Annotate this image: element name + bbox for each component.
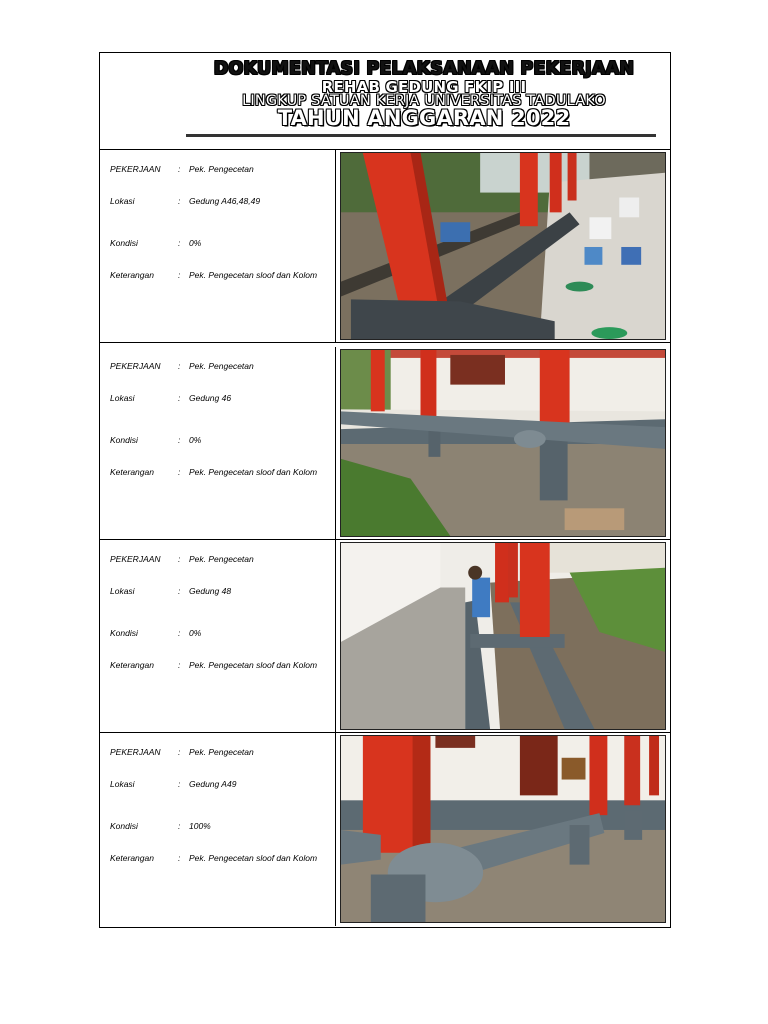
entry-info: [100, 347, 336, 539]
lokasi-label: Lokasi: [110, 779, 135, 789]
kondisi-value: 100%: [189, 821, 211, 831]
colon: :: [178, 164, 181, 174]
title-underline: [186, 134, 656, 137]
kondisi-label: Kondisi: [110, 435, 138, 445]
colon: :: [178, 660, 181, 670]
lokasi-value: Gedung A46,48,49: [189, 196, 261, 206]
keterangan-label: Keterangan: [110, 853, 154, 863]
kondisi-value: 0%: [189, 435, 202, 445]
keterangan-label: Keterangan: [110, 270, 154, 280]
site-photo-1: [340, 152, 666, 340]
site-photo-2: [340, 349, 666, 537]
pekerjaan-value: Pek. Pengecetan: [189, 747, 254, 757]
kondisi-value: 0%: [189, 238, 202, 248]
entry-row-3: [100, 540, 670, 733]
colon: :: [178, 779, 181, 789]
entry-info: [100, 733, 336, 926]
colon: :: [178, 238, 181, 248]
pekerjaan-value: Pek. Pengecetan: [189, 361, 254, 371]
lokasi-label: Lokasi: [110, 393, 135, 403]
keterangan-value: Pek. Pengecetan sloof dan Kolom: [189, 853, 318, 863]
keterangan-label: Keterangan: [110, 660, 154, 670]
entry-info: [100, 150, 336, 342]
kondisi-value: 0%: [189, 628, 202, 638]
colon: :: [178, 821, 181, 831]
documentation-sheet: [99, 52, 671, 928]
pekerjaan-value: Pek. Pengecetan: [189, 164, 254, 174]
pekerjaan-label: PEKERJAAN: [110, 747, 161, 757]
title-line-1: DOKUMENTASI PELAKSANAAN PEKERJAAN: [213, 59, 635, 79]
keterangan-value: Pek. Pengecetan sloof dan Kolom: [189, 660, 318, 670]
entry-row-4: [100, 733, 670, 926]
entry-row-1: [100, 150, 670, 343]
site-photo-4: [340, 735, 666, 923]
lokasi-value: Gedung A49: [189, 779, 237, 789]
colon: :: [178, 747, 181, 757]
colon: :: [178, 586, 181, 596]
lokasi-label: Lokasi: [110, 196, 135, 206]
kondisi-label: Kondisi: [110, 628, 138, 638]
colon: :: [178, 435, 181, 445]
entry-row-2: [100, 347, 670, 540]
keterangan-label: Keterangan: [110, 467, 154, 477]
site-photo-3: [340, 542, 666, 730]
title-line-2: REHAB GEDUNG FKIP III: [321, 78, 527, 96]
colon: :: [178, 628, 181, 638]
pekerjaan-label: PEKERJAAN: [110, 164, 161, 174]
colon: :: [178, 361, 181, 371]
colon: :: [178, 196, 181, 206]
kondisi-label: Kondisi: [110, 238, 138, 248]
keterangan-value: Pek. Pengecetan sloof dan Kolom: [189, 467, 318, 477]
lokasi-label: Lokasi: [110, 586, 135, 596]
document-header: [100, 53, 670, 150]
colon: :: [178, 393, 181, 403]
colon: :: [178, 853, 181, 863]
title-line-3: LINGKUP SATUAN KERJA UNIVERSITAS TADULAKO: [242, 93, 606, 109]
pekerjaan-label: PEKERJAAN: [110, 554, 161, 564]
title-line-4: TAHUN ANGGARAN 2022: [277, 106, 571, 130]
lokasi-value: Gedung 46: [189, 393, 232, 403]
keterangan-value: Pek. Pengecetan sloof dan Kolom: [189, 270, 318, 280]
colon: :: [178, 270, 181, 280]
lokasi-value: Gedung 48: [189, 586, 232, 596]
pekerjaan-value: Pek. Pengecetan: [189, 554, 254, 564]
colon: :: [178, 554, 181, 564]
kondisi-label: Kondisi: [110, 821, 138, 831]
colon: :: [178, 467, 181, 477]
pekerjaan-label: PEKERJAAN: [110, 361, 161, 371]
entry-info: [100, 540, 336, 732]
